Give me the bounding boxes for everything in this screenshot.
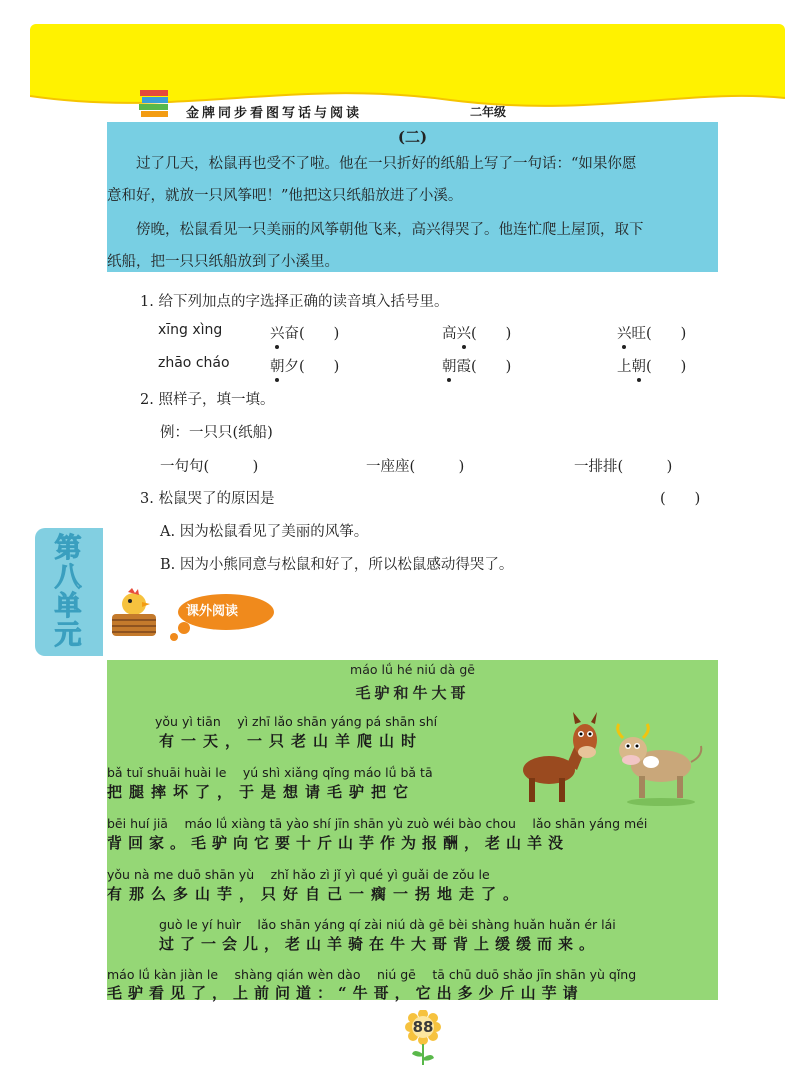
passage-heading: (二) <box>397 128 428 146</box>
question-3-prompt: 3. 松鼠哭了的原因是 <box>140 491 275 507</box>
passage-line: 意和好，就放一只风筝吧！”他把这只纸船放进了小溪。 <box>107 188 463 204</box>
story-text-line: 过了一会儿，老山羊骑在牛大哥背上缓缓而来。 <box>159 935 601 953</box>
question-3-option-a: A. 因为松鼠看见了美丽的风筝。 <box>160 524 369 540</box>
story-title-pinyin: máo lǘ hé niú dà gē <box>350 662 475 677</box>
pinyin-options: xīng xìng <box>158 322 223 338</box>
question-2-example: 例：一只只(纸船) <box>160 425 273 441</box>
question-2-item: 一座座( ) <box>366 459 465 475</box>
series-title: 金牌同步看图写话与阅读 <box>186 106 363 121</box>
story-pinyin-line: yǒu yì tiān yì zhī lǎo shān yáng pá shān shí <box>155 714 438 729</box>
question-1-item: 高兴( ) <box>442 322 511 343</box>
passage-line: 过了几天，松鼠再也受不了啦。他在一只折好的纸船上写了一句话：“如果你愿 <box>107 156 637 172</box>
story-text-line: 背回家。毛驴向它要十斤山芋作为报酬，老山羊没 <box>107 834 570 852</box>
pinyin-options: zhāo cháo <box>158 355 230 371</box>
question-1-item: 上朝( ) <box>617 355 686 376</box>
question-1-item: 兴奋( ) <box>270 322 339 343</box>
story-box <box>107 660 718 1000</box>
passage-line: 傍晚，松鼠看见一只美丽的风筝朝他飞来，高兴得哭了。他连忙爬上屋顶，取下 <box>107 222 644 238</box>
cow-icon <box>618 724 702 806</box>
question-2-item: 一句句( ) <box>160 459 259 475</box>
question-1-item: 朝夕( ) <box>270 355 339 376</box>
story-pinyin-line: yǒu nà me duō shān yù zhǐ hǎo zì jǐ yì qué yì guǎi de zǒu le <box>107 867 490 882</box>
extra-reading-label: 课外阅读 <box>186 604 239 619</box>
story-text-line: 把腿摔坏了，于是想请毛驴把它 <box>107 783 416 801</box>
question-2-prompt: 2. 照样子，填一填。 <box>140 392 275 408</box>
passage-box <box>107 122 718 272</box>
passage-line: 纸船，把一只只纸船放到了小溪里。 <box>107 254 339 270</box>
donkey-and-cow-illustration <box>511 708 711 808</box>
page-number: 88 <box>412 1018 434 1036</box>
story-pinyin-line: guò le yí huìr lǎo shān yáng qí zài niú dà gē bèi shàng huǎn huǎn ér lái <box>159 917 616 932</box>
question-3-option-b: B. 因为小熊同意与松鼠和好了，所以松鼠感动得哭了。 <box>160 557 514 573</box>
question-2-item: 一排排( ) <box>574 459 673 475</box>
story-pinyin-line: bǎ tuǐ shuāi huài le yú shì xiǎng qǐng máo lǘ bǎ tā <box>107 765 433 780</box>
unit-label: 第 八 单 元 <box>54 533 82 651</box>
question-1-prompt: 1. 给下列加点的字选择正确的读音填入括号里。 <box>140 294 449 310</box>
story-text-line: 毛驴看见了，上前问道：“牛哥，它出多少斤山芋请 <box>107 984 584 1002</box>
story-title: 毛驴和牛大哥 <box>355 684 470 702</box>
question-1-item: 兴旺( ) <box>617 322 686 343</box>
donkey-icon <box>523 712 597 802</box>
story-text-line: 有那么多山芋，只好自己一瘸一拐地走了。 <box>107 885 526 903</box>
books-icon <box>138 86 172 120</box>
chicken-basket-icon <box>108 586 160 642</box>
question-1-item: 朝霞( ) <box>442 355 511 376</box>
story-pinyin-line: máo lǘ kàn jiàn le shàng qián wèn dào niú gē tā chū duō shǎo jīn shān yù qǐng <box>107 967 637 982</box>
story-text-line: 有一天，一只老山羊爬山时 <box>159 732 424 750</box>
story-pinyin-line: bēi huí jiā máo lǘ xiàng tā yào shí jīn shān yù zuò wéi bào chou lǎo shān yáng méi <box>107 816 648 831</box>
question-3-answer-bracket: ( ) <box>660 491 701 507</box>
grade-label: 二年级 <box>470 105 507 119</box>
